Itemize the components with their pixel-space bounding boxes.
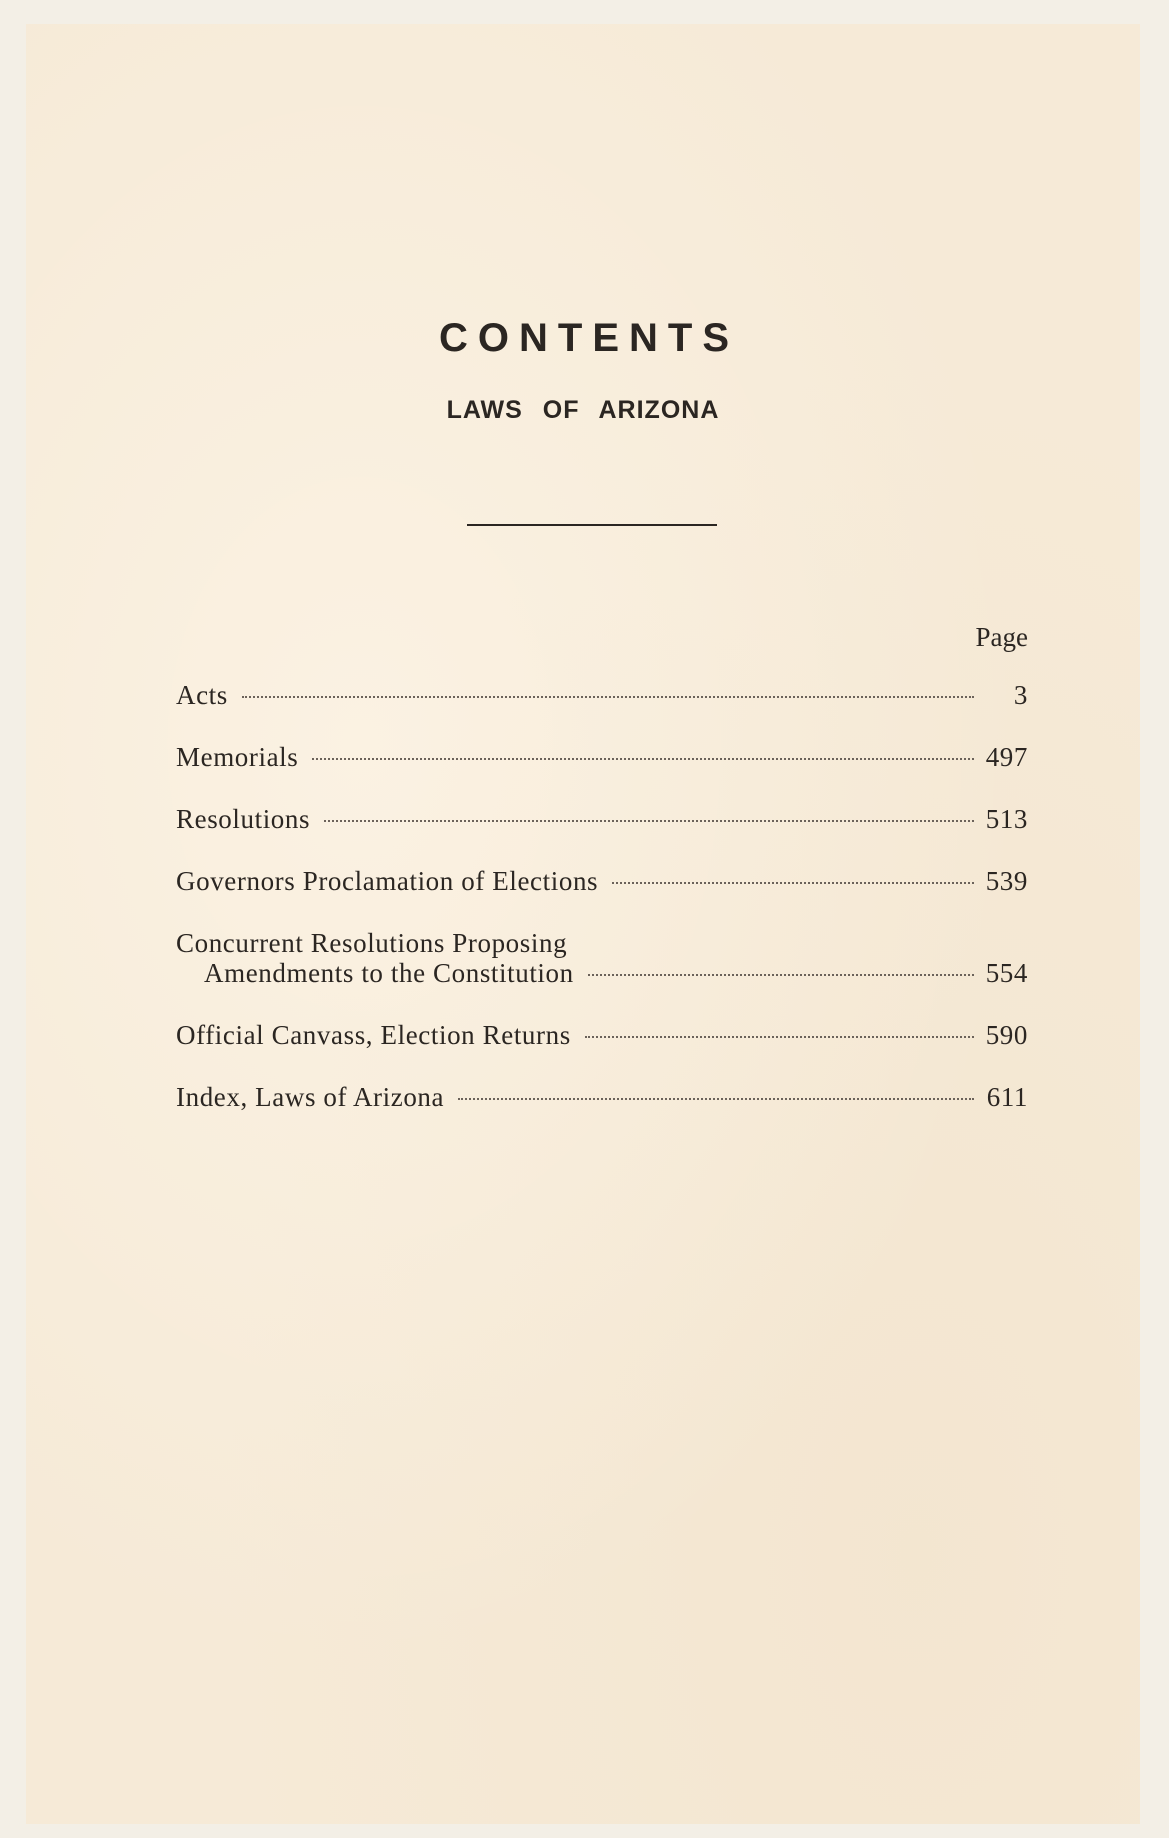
- toc-entry-label: Governors Proclamation of Elections: [176, 866, 599, 896]
- toc-entry-label: Index, Laws of Arizona: [176, 1082, 445, 1112]
- toc-entry-label: Acts: [176, 680, 228, 710]
- dot-leader: [612, 882, 974, 884]
- toc-entry-label: Memorials: [176, 742, 299, 772]
- toc-entry-page: 539: [985, 866, 1028, 896]
- page-column-label: Page: [975, 622, 1028, 652]
- table-of-contents: [176, 680, 1028, 1144]
- document-page: [26, 24, 1140, 1824]
- toc-entry-resolutions: [176, 804, 1028, 834]
- toc-entry-proclamation: [176, 866, 1028, 896]
- toc-entry-label-continued: Amendments to the Constitution: [204, 958, 574, 988]
- toc-entry-label: Concurrent Resolutions Proposing: [176, 928, 568, 958]
- dot-leader: [585, 1036, 974, 1038]
- page-subtitle: LAWS OF ARIZONA: [446, 396, 720, 424]
- divider-rule: [467, 524, 717, 526]
- toc-entry-acts: [176, 680, 1028, 710]
- toc-entry-label: Resolutions: [176, 804, 311, 834]
- toc-entry-official-canvass: [176, 1020, 1028, 1050]
- dot-leader: [458, 1098, 974, 1100]
- toc-entry-page: 497: [985, 742, 1028, 772]
- toc-entry-page: 590: [985, 1020, 1028, 1050]
- toc-entry-index: [176, 1082, 1028, 1112]
- toc-entry-page: 554: [985, 958, 1028, 988]
- toc-entry-page: 611: [986, 1082, 1028, 1112]
- dot-leader: [588, 974, 974, 976]
- dot-leader: [242, 696, 974, 698]
- toc-entry-label: Official Canvass, Election Returns: [176, 1020, 571, 1050]
- toc-entry-page: 513: [985, 804, 1028, 834]
- toc-entry-memorials: [176, 742, 1028, 772]
- dot-leader: [324, 820, 974, 822]
- page-title: CONTENTS: [439, 316, 739, 360]
- toc-entry-page: 3: [1013, 680, 1028, 710]
- toc-entry-concurrent-resolutions: [176, 928, 1028, 988]
- dot-leader: [312, 758, 973, 760]
